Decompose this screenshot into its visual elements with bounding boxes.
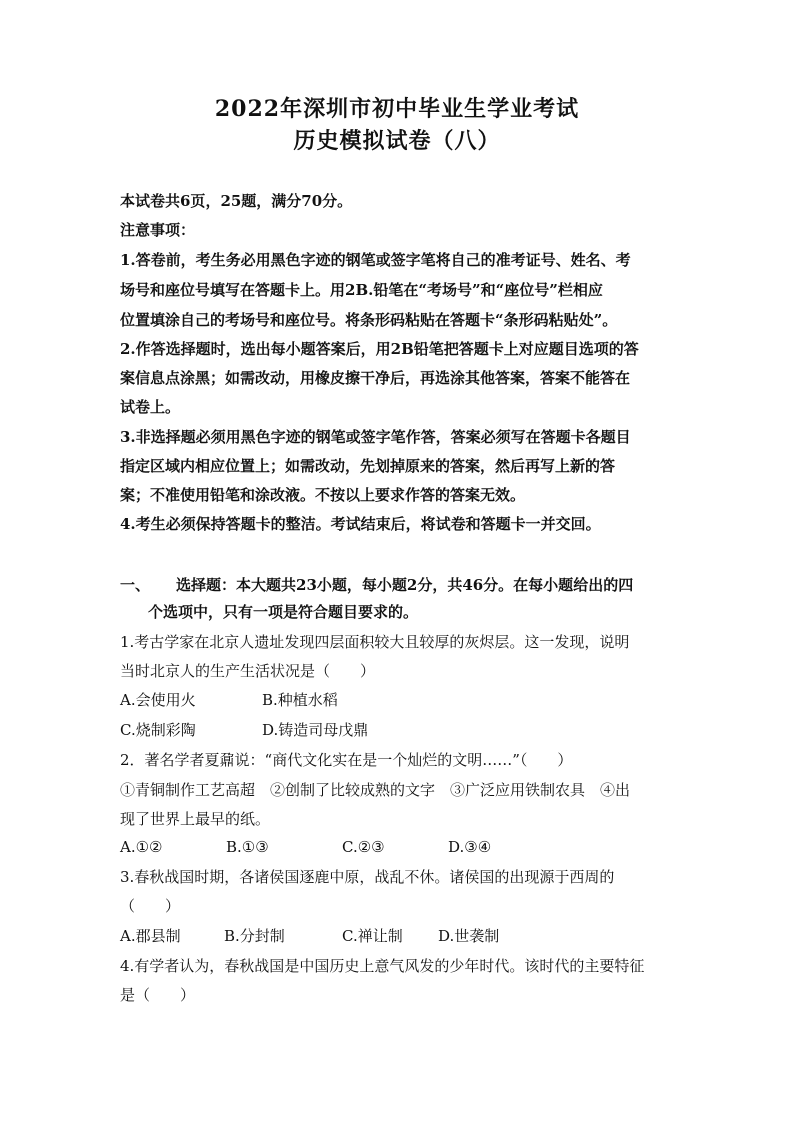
notice-line: 案信息点涂黑；如需改动，用橡皮擦干净后，再选涂其他答案，答案不能答在 [120, 369, 631, 387]
option-a: A.①② [120, 838, 163, 856]
option-b: B.种植水稻 [262, 691, 338, 709]
notice-line: 2.作答选择题时，选出每小题答案后，用2B铅笔把答题卡上对应题目选项的答 [120, 340, 639, 358]
notice-line: 位置填涂自己的考场号和座位号。将条形码粘贴在答题卡“条形码粘贴处”。 [120, 311, 618, 329]
question-2-stem: 2．著名学者夏鼐说：“商代文化实在是一个灿烂的文明……”（ ） [120, 751, 573, 769]
exam-subtitle: 历史模拟试卷（八） [293, 128, 501, 154]
question-1-stem: 1.考古学家在北京人遗址发现四层面积较大且较厚的灰烬层。这一发现，说明 [120, 633, 630, 651]
notice-line: 试卷上。 [120, 398, 181, 416]
notice-line: 案；不准使用铅笔和涂改液。不按以上要求作答的答案无效。 [120, 486, 526, 504]
notice-line: 指定区域内相应位置上；如需改动，先划掉原来的答案，然后再写上新的答 [120, 457, 616, 475]
notice-line: 1.答卷前，考生务必用黑色字迹的钢笔或签字笔将自己的准考证号、姓名、考 [120, 251, 631, 269]
option-a: A.郡县制 [120, 927, 181, 945]
section-number: 一、 [120, 576, 151, 594]
notice-heading: 注意事项： [120, 221, 196, 239]
question-3-stem: （ ） [120, 897, 181, 915]
exam-title: 2022年深圳市初中毕业生学业考试 [214, 96, 580, 122]
option-c: C.烧制彩陶 [120, 721, 196, 739]
question-4-stem: 是（ ） [120, 986, 196, 1004]
option-d: D.③④ [448, 838, 492, 856]
question-2-stem: ①青铜制作工艺高超 ②创制了比较成熟的文字 ③广泛应用铁制农具 ④出 [120, 781, 631, 799]
option-d: D.世袭制 [438, 927, 500, 945]
section-instruction: 选择题：本大题共23小题，每小题2分，共46分。在每小题给出的四 [176, 576, 634, 594]
option-a: A.会使用火 [120, 691, 196, 709]
option-b: B.分封制 [224, 927, 285, 945]
option-b: B.①③ [226, 838, 269, 856]
notice-line: 4.考生必须保持答题卡的整洁。考试结束后，将试卷和答题卡一并交回。 [120, 515, 601, 533]
question-4-stem: 4.有学者认为，春秋战国是中国历史上意气风发的少年时代。该时代的主要特征 [120, 957, 645, 975]
notice-line: 场号和座位号填写在答题卡上。用2B.铅笔在“考场号”和“座位号”栏相应 [120, 281, 603, 299]
option-c: C.②③ [342, 838, 385, 856]
option-c: C.禅让制 [342, 927, 403, 945]
question-3-stem: 3.春秋战国时期，各诸侯国逐鹿中原，战乱不休。诸侯国的出现源于西周的 [120, 868, 615, 886]
question-2-stem: 现了世界上最早的纸。 [120, 810, 271, 828]
exam-intro: 本试卷共6页，25题，满分70分。 [120, 192, 353, 210]
section-instruction-cont: 个选项中，只有一项是符合题目要求的。 [148, 603, 419, 621]
option-d: D.铸造司母戊鼎 [262, 721, 369, 739]
notice-line: 3.非选择题必须用黑色字迹的钢笔或签字笔作答，答案必须写在答题卡各题目 [120, 428, 631, 446]
question-1-stem: 当时北京人的生产生活状况是（ ） [120, 662, 376, 680]
